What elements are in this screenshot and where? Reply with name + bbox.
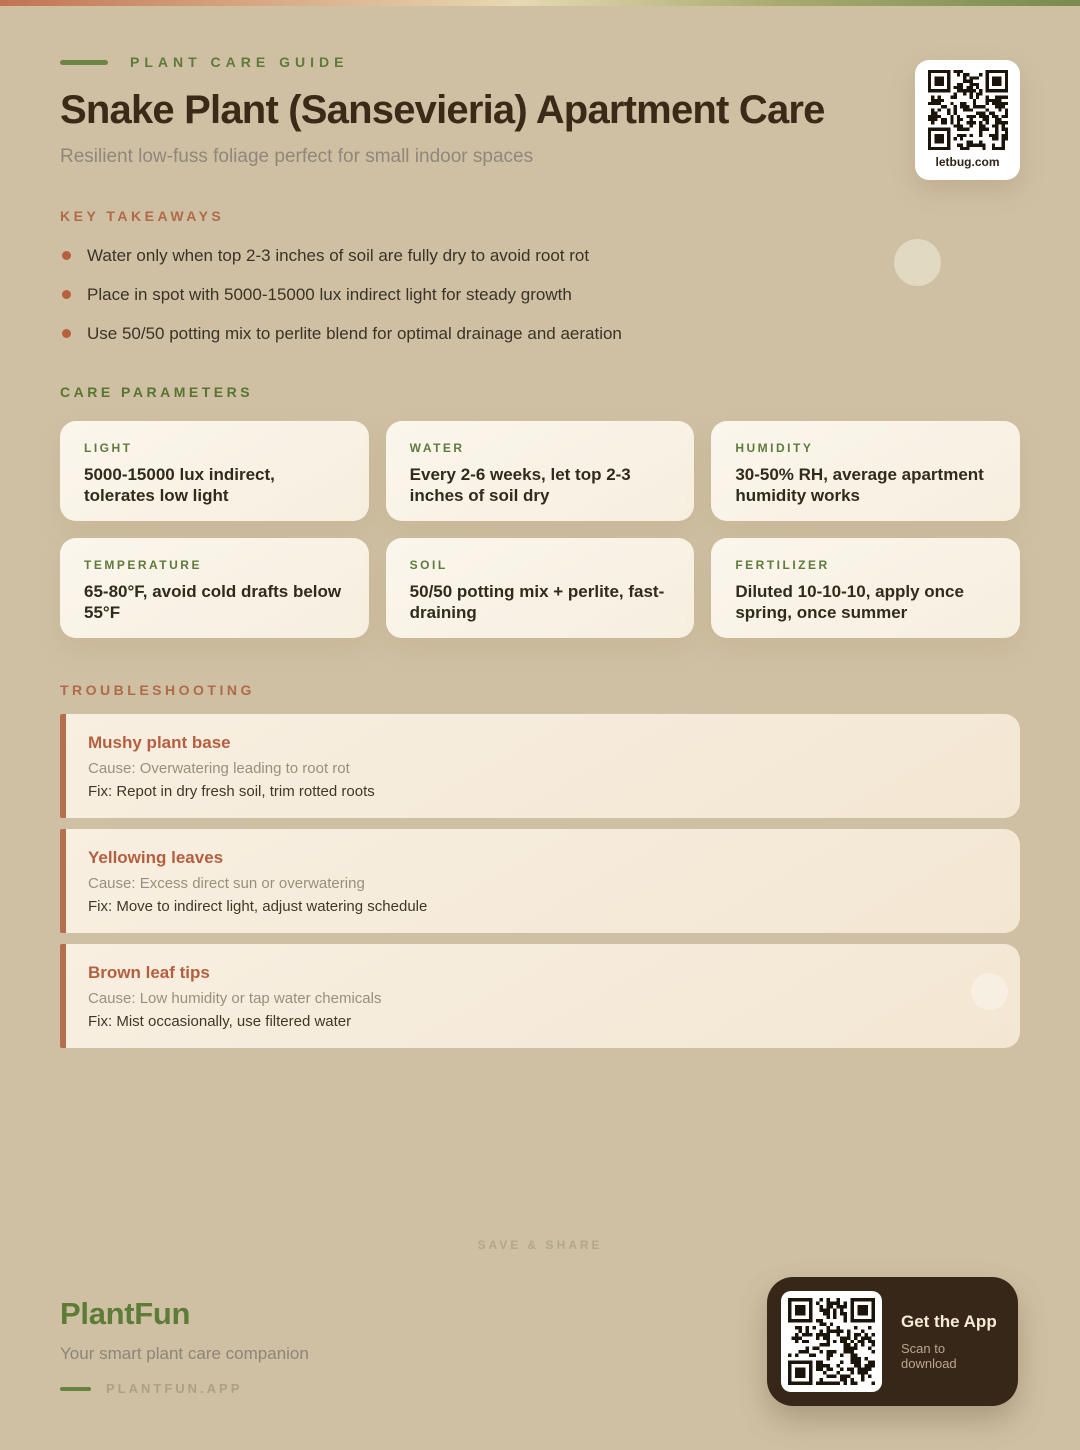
divider-label: SAVE & SHARE — [477, 1238, 603, 1252]
care-card-text: 5000-15000 lux indirect, tolerates low light — [84, 465, 275, 505]
care-parameters-heading: CARE PARAMETERS — [60, 384, 254, 400]
list-item — [60, 285, 1020, 305]
app-card-subtitle: Scan to download — [901, 1341, 957, 1371]
care-card-label: SOIL — [409, 558, 448, 572]
care-card-fertilizer — [711, 538, 1020, 638]
trouble-item-brown-tips — [60, 944, 1020, 1048]
decorative-circle — [971, 973, 1008, 1010]
takeaway-text: Use 50/50 potting mix to perlite blend for optimal drainage and aeration — [87, 324, 622, 343]
trouble-cause: Cause: Low humidity or tap water chemicals — [88, 990, 382, 1007]
trouble-title: Yellowing leaves — [88, 848, 224, 867]
brand-site-label: PLANTFUN.APP — [106, 1381, 243, 1396]
bullet-dot-icon — [62, 251, 71, 260]
key-takeaways-list — [60, 246, 1020, 344]
eyebrow-dash — [60, 60, 108, 65]
qr-caption: letbug.com — [935, 155, 1000, 169]
app-card-title: Get the App — [901, 1312, 997, 1331]
save-share-divider — [60, 1238, 1020, 1252]
troubleshooting-list — [60, 714, 1020, 1048]
app-qr-card — [781, 1291, 882, 1392]
trouble-item-yellowing-leaves — [60, 829, 1020, 933]
trouble-cause: Cause: Excess direct sun or overwatering — [88, 875, 365, 892]
care-card-light — [60, 421, 369, 521]
takeaway-text: Water only when top 2-3 inches of soil are fully dry to avoid root rot — [87, 246, 590, 265]
brand-dash — [60, 1387, 91, 1391]
troubleshooting-heading: TROUBLESHOOTING — [60, 682, 255, 698]
qr-card — [915, 60, 1020, 180]
care-card-label: HUMIDITY — [735, 441, 814, 455]
list-item — [60, 324, 1020, 344]
brand-block — [60, 1296, 309, 1396]
trouble-title: Mushy plant base — [88, 733, 231, 752]
trouble-fix: Fix: Mist occasionally, use filtered water — [88, 1013, 352, 1030]
care-card-soil — [386, 538, 695, 638]
page-subtitle: Resilient low-fuss foliage perfect for small indoor spaces — [60, 146, 534, 167]
trouble-fix: Fix: Repot in dry fresh soil, trim rotted roots — [88, 783, 375, 800]
trouble-item-mushy-base — [60, 714, 1020, 818]
care-card-text: 65-80°F, avoid cold drafts below 55°F — [84, 582, 342, 622]
qr-code-image — [788, 1298, 875, 1385]
care-card-temperature — [60, 538, 369, 638]
care-card-label: TEMPERATURE — [84, 558, 202, 572]
brand-site-row — [60, 1381, 309, 1396]
qr-code-image — [928, 70, 1008, 150]
get-app-card — [767, 1277, 1018, 1406]
brand-tagline: Your smart plant care companion — [60, 1344, 309, 1363]
takeaway-text: Place in spot with 5000-15000 lux indirect light for steady growth — [87, 285, 572, 304]
care-card-humidity — [711, 421, 1020, 521]
brand-name: PlantFun — [60, 1296, 191, 1331]
care-card-water — [386, 421, 695, 521]
page-title: Snake Plant (Sansevieria) Apartment Care — [60, 88, 825, 132]
care-card-text: Diluted 10-10-10, apply once spring, once summer — [735, 582, 964, 622]
header-eyebrow — [60, 55, 1020, 69]
trouble-fix: Fix: Move to indirect light, adjust watering schedule — [88, 898, 428, 915]
care-parameters-grid — [60, 421, 1020, 638]
eyebrow-label: PLANT CARE GUIDE — [130, 54, 349, 70]
key-takeaways-heading: KEY TAKEAWAYS — [60, 208, 225, 224]
top-accent-gradient-bar — [0, 0, 1080, 6]
divider-line — [60, 1245, 459, 1246]
list-item — [60, 246, 1020, 266]
care-card-text: Every 2-6 weeks, let top 2-3 inches of soil dry — [409, 465, 631, 505]
care-card-label: FERTILIZER — [735, 558, 830, 572]
bullet-dot-icon — [62, 290, 71, 299]
care-card-label: WATER — [409, 441, 465, 455]
care-card-text: 50/50 potting mix + perlite, fast-draining — [409, 582, 665, 622]
divider-line — [621, 1245, 1020, 1246]
bullet-dot-icon — [62, 329, 71, 338]
trouble-cause: Cause: Overwatering leading to root rot — [88, 760, 350, 777]
care-card-label: LIGHT — [84, 441, 133, 455]
trouble-title: Brown leaf tips — [88, 963, 210, 982]
care-card-text: 30-50% RH, average apartment humidity works — [735, 465, 984, 505]
app-card-text — [901, 1312, 1004, 1371]
